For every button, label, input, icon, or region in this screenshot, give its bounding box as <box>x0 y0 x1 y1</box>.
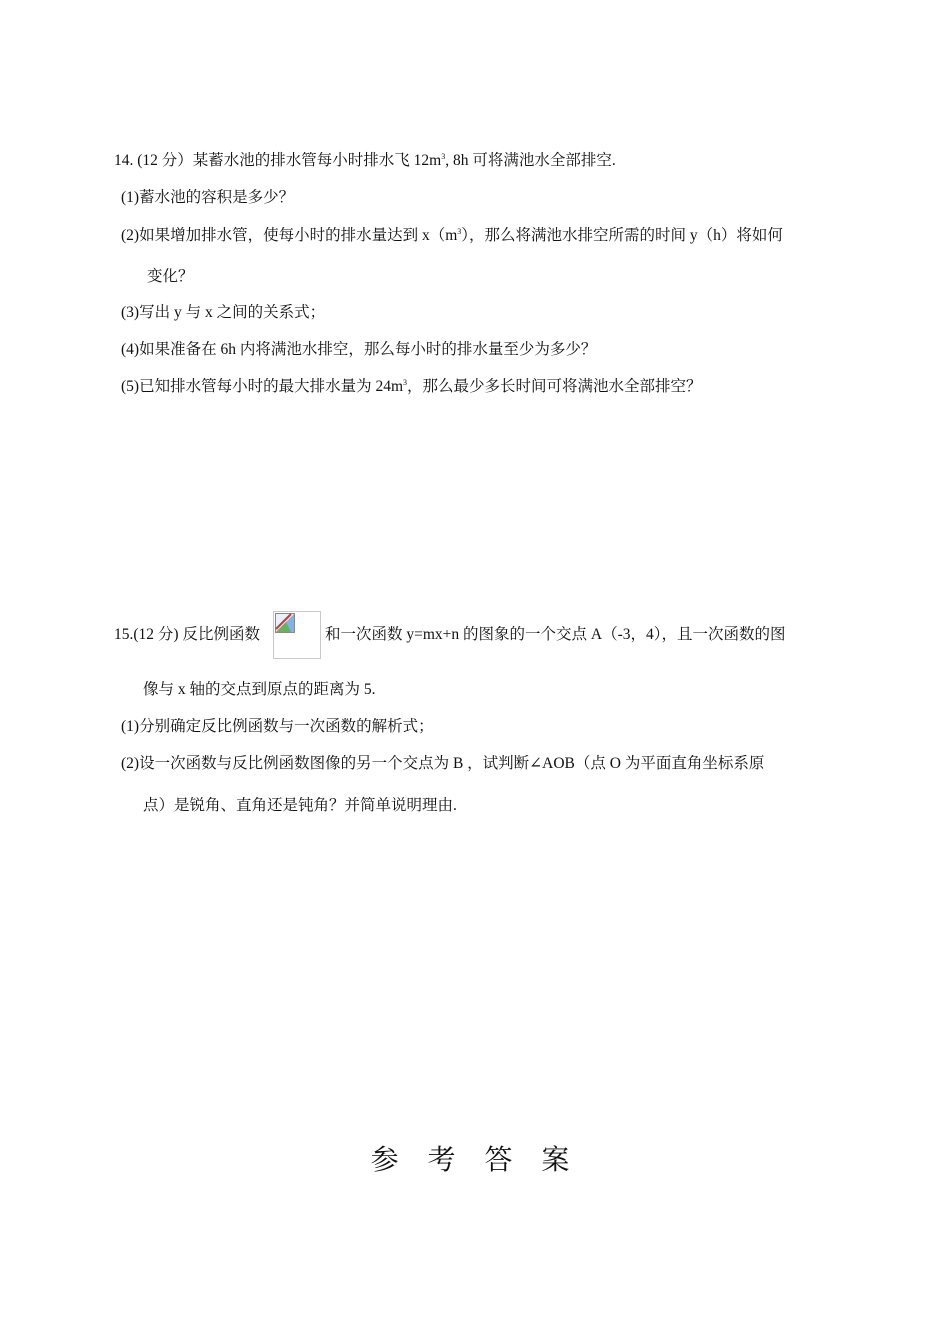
q14-part-2 <box>121 226 783 246</box>
q15-heading-text-a: 15.(12 分) 反比例函数 <box>114 626 260 643</box>
broken-formula-image <box>273 611 321 659</box>
q15-part-2-continuation: 点）是锐角、直角还是钝角？并简单说明理由. <box>143 797 457 814</box>
q14-part-5-text-b: ，那么最少多长时间可将满池水全部排空？ <box>407 378 702 395</box>
q14-part-2-continuation: 变化？ <box>147 268 194 285</box>
q14-part-5-superscript: 3 <box>403 378 408 387</box>
q15-part-2: (2)设一次函数与反比例函数图像的另一个交点为 B ，试判断∠AOB（点 O 为平面直角坐标系原 <box>121 755 765 772</box>
q14-part-5 <box>121 377 702 397</box>
q14-part-1: (1)蓄水池的容积是多少？ <box>121 189 295 206</box>
q14-part-5-text-a: (5)已知排水管每小时的最大排水量为 24m <box>121 378 404 395</box>
q14-part-2-superscript: 3 <box>457 227 462 236</box>
q14-part-4: (4)如果准备在 6h 内将满池水排空，那么每小时的排水量至少为多少？ <box>121 341 597 358</box>
q14-part-2-text-a: (2)如果增加排水管，使每小时的排水量达到 x（m <box>121 227 458 244</box>
q15-heading-continuation: 像与 x 轴的交点到原点的距离为 5. <box>143 681 376 698</box>
q14-heading-text-a: 14. (12 分）某蓄水池的排水管每小时排水飞 12m <box>114 152 442 169</box>
q14-part-2-text-b: ），那么将满池水排空所需的时间 y（h）将如何 <box>461 227 783 244</box>
broken-image-icon <box>275 613 295 633</box>
q14-heading <box>114 151 616 171</box>
q14-heading-text-b: , 8h 可将满池水全部排空. <box>445 152 616 169</box>
answers-title: 参 考 答 案 <box>370 1143 580 1176</box>
q15-part-1: (1)分别确定反比例函数与一次函数的解析式； <box>121 718 434 735</box>
q14-part-3: (3)写出 y 与 x 之间的关系式； <box>121 304 326 321</box>
q15-heading-text-b: 和一次函数 y=mx+n 的图象的一个交点 A（-3，4），且一次函数的图 <box>325 626 786 643</box>
q14-heading-superscript: 3 <box>441 152 446 161</box>
